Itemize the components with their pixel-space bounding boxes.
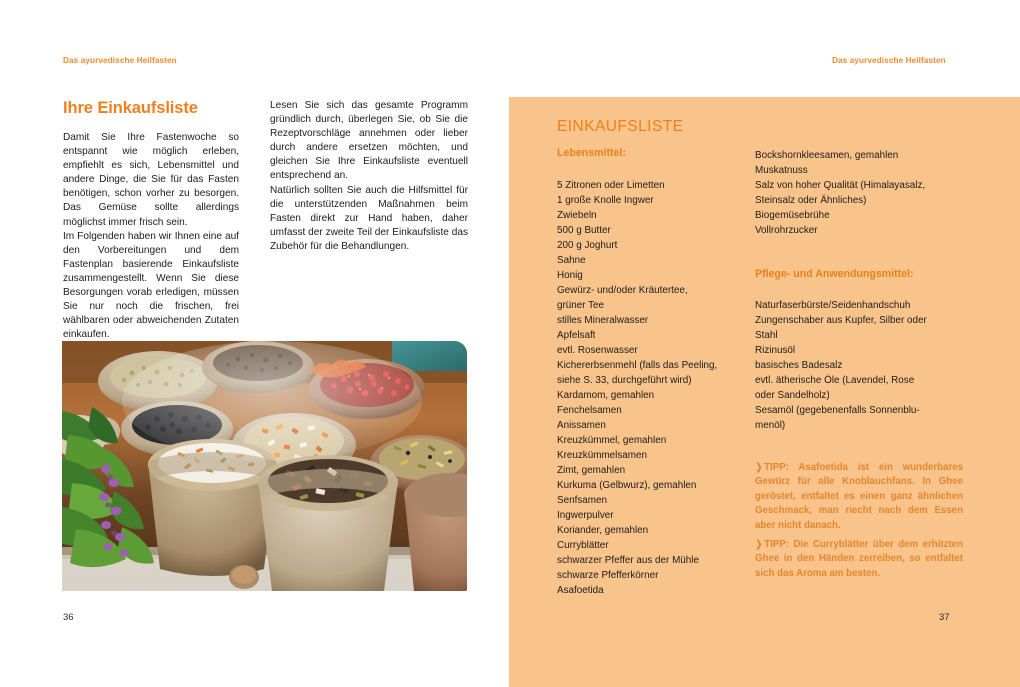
list-item: 500 g Butter [557, 225, 611, 236]
folio-right: 37 [939, 612, 950, 623]
list-item: Senfsamen [557, 495, 607, 506]
tip-text: TIPP: Die Curryblätter über dem erhitzten Ghee in den Händen zerreiben, so entfaltet sich das Aroma am besten. [755, 539, 963, 579]
list-item: evtl. ätherische Öle (Lavendel, Rose [755, 375, 915, 386]
list-item: siehe S. 33, durchgeführt wird) [557, 375, 692, 386]
panel-title: EINKAUFSLISTE [557, 118, 684, 135]
list-item: Kichererbsenmehl (falls das Peeling, [557, 360, 718, 371]
body-column-2 [270, 99, 468, 254]
list-item: Ingwerpulver [557, 510, 614, 521]
care-list [755, 298, 970, 433]
list-item: Bockshornkleesamen, gemahlen [755, 150, 899, 161]
body-column-1 [63, 131, 239, 342]
list-item: basisches Badesalz [755, 360, 843, 371]
list-item: Curryblätter [557, 540, 609, 551]
folio-left: 36 [63, 612, 74, 623]
list-item: Fenchelsamen [557, 405, 622, 416]
list-item: Sesamöl (gegebenenfalls Sonnenblu- [755, 405, 920, 416]
list-item: 5 Zitronen oder Limetten [557, 180, 665, 191]
list-item: stilles Mineralwasser [557, 315, 649, 326]
page-title: Ihre Einkaufsliste [63, 99, 198, 117]
list-item: schwarze Pfefferkörner [557, 570, 659, 581]
list-item: Anissamen [557, 420, 606, 431]
subhead-care: Pflege- und Anwendungsmittel: [755, 268, 914, 280]
list-item: Zungenschaber aus Kupfer, Silber oder [755, 315, 927, 326]
running-head-left: Das ayurvedische Heilfasten [63, 56, 177, 65]
list-item: Zwiebeln [557, 210, 597, 221]
body-paragraph: Natürlich sollten Sie auch die Hilfsmittel für die unterstützenden Maßnahmen beim Fasten direkt zur Hand haben, daher umfasst der zweite Teil der Einkaufsliste das Zubehör für die Behandlungen. [270, 184, 468, 252]
list-item: 1 große Knolle Ingwer [557, 195, 654, 206]
list-item: Sahne [557, 255, 586, 266]
list-item: Zimt, gemahlen [557, 465, 626, 476]
list-item: Biogemüsebrühe [755, 210, 830, 221]
subhead-food: Lebensmittel: [557, 147, 626, 159]
list-item: Gewürz- und/oder Kräutertee, [557, 285, 688, 296]
list-item: Naturfaserbürste/Seidenhandschuh [755, 300, 911, 311]
list-item: Salz von hoher Qualität (Himalayasalz, [755, 180, 926, 191]
body-paragraph: Lesen Sie sich das gesamte Programm gründlich durch, überlegen Sie, ob Sie die Rezeptvorschläge annehmen oder lieber durch andere ersetzen möchten, und gleichen Sie Ihre Einkaufsliste eventuell entsprechend an. [270, 100, 468, 182]
list-item: Apfelsaft [557, 330, 596, 341]
food-list-column-1 [557, 178, 757, 598]
list-item: Steinsalz oder Ähnliches) [755, 195, 867, 206]
list-item: Kreuzkümmelsamen [557, 450, 648, 461]
spice-bowls-photo [62, 341, 467, 591]
tip-curryblaetter [755, 538, 963, 581]
tip-asafoetida [755, 461, 963, 533]
food-list-column-2 [755, 148, 970, 238]
tip-text: TIPP: Asafoetida ist ein wunderbares Gewürz für alle Knoblauchfans. In Ghee geröstet, entfaltet es einen ganz ähnlichen Geschmack, man riecht nach dem Essen aber nicht danach. [755, 462, 963, 531]
body-paragraph: Im Folgenden haben wir Ihnen eine auf den Vorbereitungen und dem Fastenplan basierende Einkaufsliste zusammengestellt. Wenn Sie diese Besorgungen vorab erledigen, müssen Sie nur noch die frischen, frei wählbaren oder abweichenden Zutaten einkaufen. [63, 230, 239, 341]
list-item: Rizinusöl [755, 345, 796, 356]
list-item: grüner Tee [557, 300, 605, 311]
tip-chevron-icon: ❯ [755, 539, 763, 550]
list-item: Honig [557, 270, 583, 281]
list-item: Kurkuma (Gelbwurz), gemahlen [557, 480, 697, 491]
list-item: oder Sandelholz) [755, 390, 830, 401]
list-item: evtl. Rosenwasser [557, 345, 638, 356]
list-item: 200 g Joghurt [557, 240, 618, 251]
list-item: Kardamom, gemahlen [557, 390, 655, 401]
running-head-right: Das ayurvedische Heilfasten [832, 56, 946, 65]
list-item: Koriander, gemahlen [557, 525, 649, 536]
list-item: Muskatnuss [755, 165, 808, 176]
list-item: schwarzer Pfeffer aus der Mühle [557, 555, 699, 566]
list-item: Kreuzkümmel, gemahlen [557, 435, 667, 446]
body-paragraph: Damit Sie Ihre Fastenwoche so entspannt wie möglich erleben, empfiehlt es sich, Lebensmittel und andere Dinge, die Sie für das Fasten benötigen, schon vorher zu besorgen. Das Gemüse sollte allerdings möglichst immer frisch sein. [63, 132, 239, 228]
list-item: Asafoetida [557, 585, 604, 596]
list-item: menöl) [755, 420, 786, 431]
list-item: Stahl [755, 330, 778, 341]
tip-chevron-icon: ❯ [755, 462, 763, 473]
list-item: Vollrohrzucker [755, 225, 818, 236]
